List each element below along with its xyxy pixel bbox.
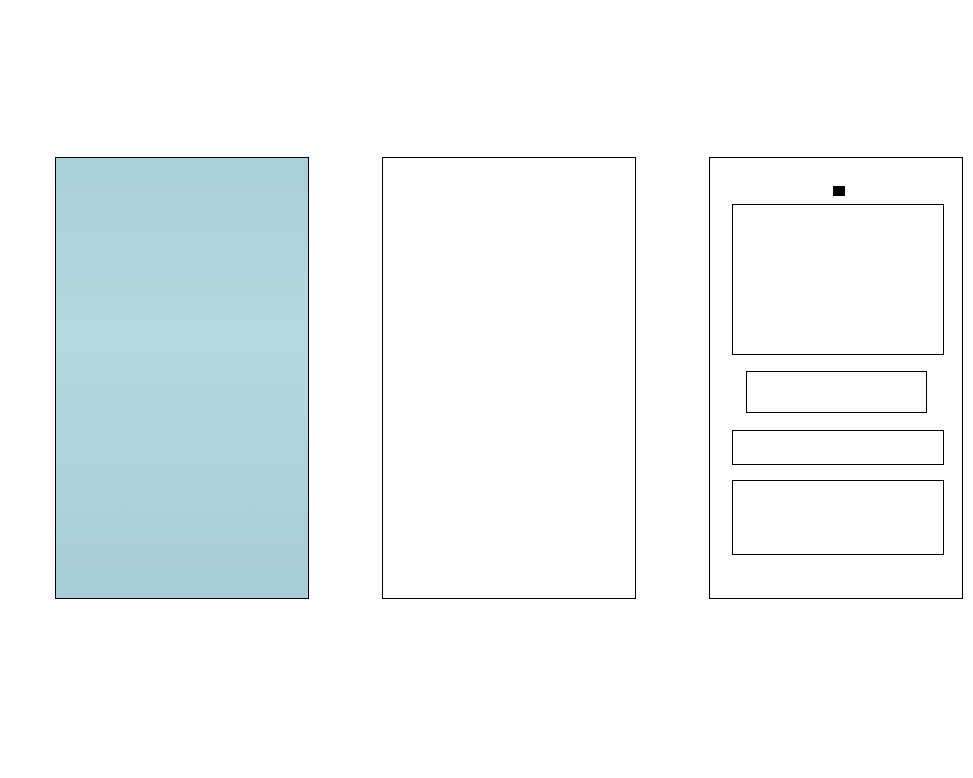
paragraph-box-2 xyxy=(732,430,944,465)
paragraph-box-3 xyxy=(732,480,944,555)
page-view-cleaned xyxy=(383,158,635,598)
paragraph-box-1 xyxy=(732,204,944,355)
cleaned-page-panel xyxy=(382,157,636,599)
page-number-box xyxy=(833,186,845,196)
poem-box xyxy=(746,371,927,413)
original-scan-panel xyxy=(55,157,309,599)
detection-panel xyxy=(709,157,963,599)
page-view-original xyxy=(56,158,308,598)
